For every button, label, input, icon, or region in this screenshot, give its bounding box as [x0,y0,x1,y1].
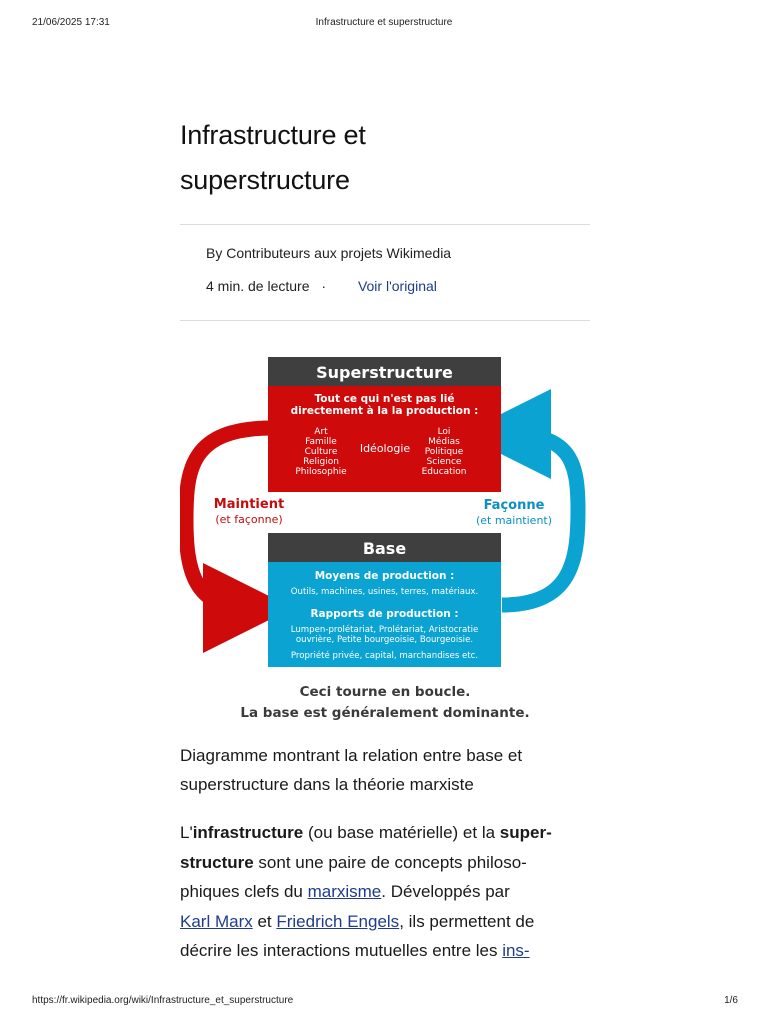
superstructure-sub-1: Tout ce qui n'est pas lié [314,393,455,405]
para-text: décrire les interactions mutuelles entre les [180,941,503,960]
para-text: . Développés par [381,882,510,901]
link-marxisme[interactable]: marxisme [307,882,382,901]
figure-caption [180,741,590,799]
para-text: (ou base matérielle) et la [303,823,500,842]
left-list-0: Art [314,427,328,437]
print-footer [0,995,768,1009]
intro-paragraph [180,818,590,966]
reading-time: 4 min. de lecture [206,278,310,294]
page-title [180,113,590,203]
left-arrow-sub: (et façonne) [215,513,283,526]
page-number: 1/6 [724,995,738,1006]
term-superstructure-1: super- [499,823,552,842]
base-rel-line-1: Lumpen-prolétariat, Prolétariat, Aristocratie [290,625,479,635]
superstructure-title: Superstructure [316,363,453,382]
diagram-footer-2: La base est généralement dominante. [240,705,530,721]
base-property: Propriété privée, capital, marchandises etc. [290,651,479,661]
print-date: 21/06/2025 17:31 [32,17,110,28]
link-karl-marx[interactable]: Karl Marx [180,911,253,931]
right-list-1: Médias [428,437,460,447]
base-rel: Rapports de production : [310,608,459,620]
base-superstructure-diagram [180,350,590,725]
title-line-1: Infrastructure et [180,120,366,150]
divider-bottom [180,320,590,321]
right-list-0: Loi [437,427,451,437]
para-text: L' [180,823,193,842]
base-means-list: Outils, machines, usines, terres, matériaux. [290,587,479,597]
caption-line-1: Diagramme montrant la relation entre base et [180,746,523,765]
title-line-2: superstructure [180,165,350,195]
meta-separator: · [321,278,327,294]
left-list-2: Culture [304,447,338,457]
base-title: Base [362,539,407,558]
left-list-4: Philosophie [295,467,347,477]
center-word: Idéologie [359,442,411,455]
view-original-link[interactable]: Voir l'original [357,278,437,294]
para-text: sont une paire de concepts philoso- [253,852,527,872]
print-title: Infrastructure et superstructure [315,17,453,28]
caption-line-2: superstructure dans la théorie marxiste [180,775,474,794]
left-arrow-label: Maintient [213,497,285,512]
link-infrastructure[interactable]: ins- [502,941,530,960]
superstructure-sub-2: directement à la la production : [290,405,479,417]
term-superstructure-2: structure [180,852,254,872]
right-list-2: Politique [424,447,464,457]
left-list-1: Famille [305,437,337,447]
link-friedrich-engels[interactable]: Friedrich Engels [276,911,400,931]
right-arrow-label: Façonne [483,498,545,513]
para-text: phiques clefs du [180,882,308,901]
print-url: https://fr.wikipedia.org/wiki/Infrastructure_et_superstructure [32,995,294,1006]
base-means: Moyens de production : [314,570,455,582]
right-list-4: Education [421,467,467,477]
right-list-3: Science [426,457,462,467]
byline: By Contributeurs aux projets Wikimedia [206,245,452,261]
term-infrastructure: infrastructure [192,823,304,842]
diagram-footer-1: Ceci tourne en boucle. [299,684,471,700]
base-rel-line-2: ouvrière, Petite bourgeoisie, Bourgeoisie. [295,635,474,645]
article-meta [206,278,437,294]
para-text: , ils permettent de [399,911,535,931]
para-text: et [252,911,277,931]
right-arrow-sub: (et maintient) [475,514,553,527]
divider-top [180,224,590,225]
print-header [0,17,768,31]
left-list-3: Religion [303,457,339,467]
